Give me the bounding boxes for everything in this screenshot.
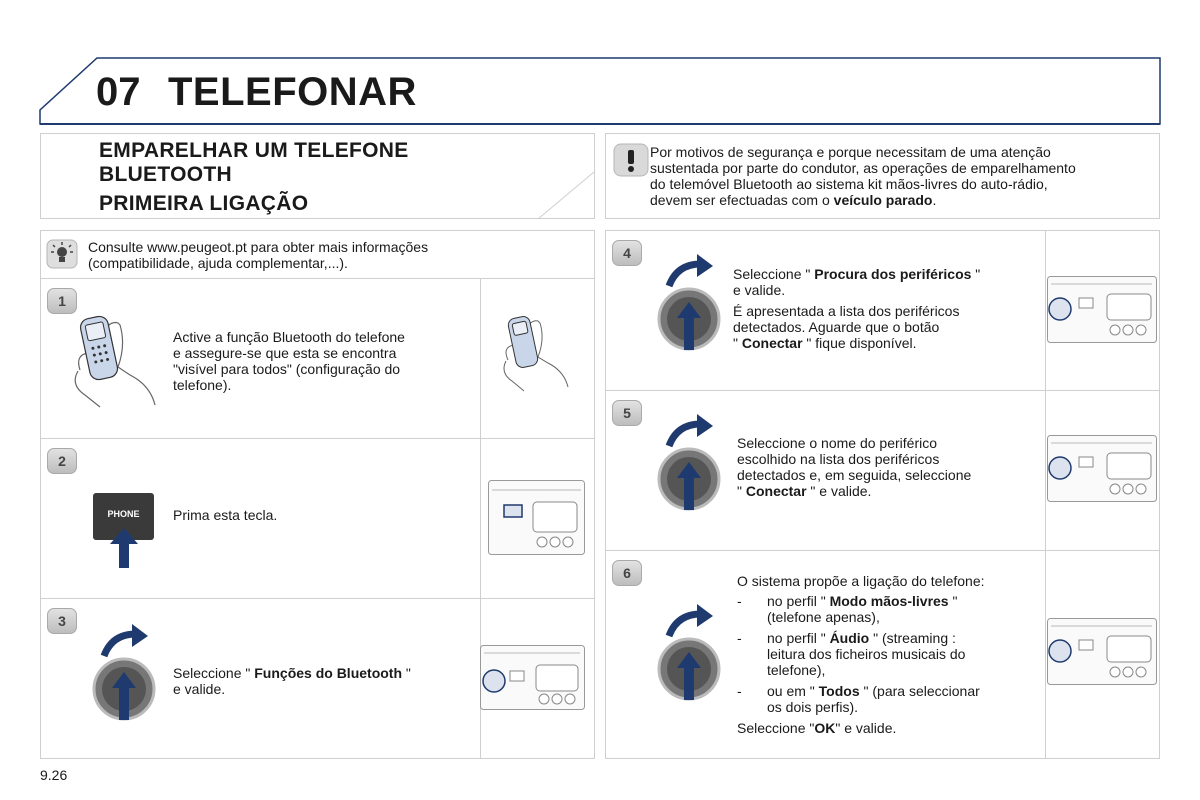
step4-separator (605, 390, 1160, 391)
radio-unit-phone-highlight (488, 480, 585, 555)
step-6-item1: no perfil " Modo mãos-livres " (767, 593, 958, 609)
chapter-title: TELEFONAR (168, 70, 417, 114)
step-4-line5: " Conectar " fique disponível. (733, 335, 917, 351)
rotary-knob-select-icon (657, 608, 727, 703)
step-6-badge: 6 (612, 560, 642, 586)
rotary-knob-select-icon (92, 628, 162, 723)
step-5-line1: Seleccione o nome do periférico (737, 435, 938, 451)
step-1-line1: Active a função Bluetooth do telefone (173, 329, 405, 345)
warning-line4: devem ser efectuadas com o veículo parado. (650, 192, 937, 208)
step-6-item1-line2: (telefone apenas), (767, 609, 880, 625)
step1-separator (40, 438, 595, 439)
step-1-badge: 1 (47, 288, 77, 314)
press-arrow-icon (108, 528, 140, 570)
step-4-badge: 4 (612, 240, 642, 266)
page-number: 9.26 (40, 767, 68, 783)
step-1-line4: telefone). (173, 377, 232, 393)
step-6-intro: O sistema propõe a ligação do telefone: (737, 573, 985, 589)
section-title-box (40, 133, 595, 219)
lightbulb-icon (47, 240, 77, 268)
info-line2: (compatibilidade, ajuda complementar,...). (88, 255, 348, 271)
step-5-line2: escolhido na lista dos periféricos (737, 451, 940, 467)
step-4-line2: e valide. (733, 282, 786, 298)
step-4-line4: detectados. Aguarde que o botão (733, 319, 940, 335)
step-4-line3: É apresentada a lista dos periféricos (733, 303, 960, 319)
step-5-line4: " Conectar " e valide. (737, 483, 872, 499)
radio-unit-knob-highlight (480, 645, 585, 710)
radio-unit-knob-highlight (1047, 276, 1157, 343)
step-1-line3: "visível para todos" (configuração do (173, 361, 401, 377)
small-phone-illustration (500, 315, 575, 395)
rotary-knob-select-icon (657, 418, 727, 513)
step-3-line2: e valide. (173, 681, 226, 697)
phone-key-label: PHONE (107, 509, 140, 519)
info-separator (40, 278, 595, 279)
step-1-line2: e assegure-se que esta se encontra (173, 345, 397, 361)
step-6-dash-3: - (737, 683, 742, 699)
step-6-item2-line2: leitura dos ficheiros musicais do (767, 646, 966, 662)
step-6-item2-line3: telefone), (767, 662, 826, 678)
section-title-line1: EMPARELHAR UM TELEFONE (99, 139, 409, 162)
step-6-item3: ou em " Todos " (para seleccionar (767, 683, 980, 699)
step-6-outro: Seleccione "OK" e valide. (737, 720, 897, 736)
warning-line1: Por motivos de segurança e porque necessitam de uma atenção (650, 144, 1051, 160)
step-2-badge: 2 (47, 448, 77, 474)
section-title-line3: PRIMEIRA LIGAÇÃO (99, 192, 309, 215)
step-5-badge: 5 (612, 400, 642, 426)
rotary-knob-select-icon (657, 258, 727, 353)
chapter-number: 07 (96, 70, 141, 114)
step-6-dash-1: - (737, 593, 742, 609)
hand-phone-illustration (70, 315, 160, 410)
warning-box (605, 133, 1160, 219)
step5-separator (605, 550, 1160, 551)
step-6-item2: no perfil " Áudio " (streaming : (767, 630, 956, 646)
step-3-line1: Seleccione " Funções do Bluetooth " (173, 665, 411, 681)
step-6-item3-line2: os dois perfis). (767, 699, 859, 715)
step2-separator (40, 598, 595, 599)
info-line1: Consulte www.peugeot.pt para obter mais informações (88, 239, 429, 255)
step-3-badge: 3 (47, 608, 77, 634)
step-5-line3: detectados e, em seguida, seleccione (737, 467, 972, 483)
step-4-line1: Seleccione " Procura dos periféricos " (733, 266, 981, 282)
radio-unit-knob-highlight (1047, 618, 1157, 685)
warning-line3: do telemóvel Bluetooth ao sistema kit mãos-livres do auto-rádio, (650, 176, 1048, 192)
step-2-text: Prima esta tecla. (173, 507, 278, 523)
exclamation-icon (614, 144, 648, 176)
right-column-divider (1045, 230, 1046, 759)
step-6-dash-2: - (737, 630, 742, 646)
warning-line2: sustentada por parte do condutor, as operações de emparelhamento (650, 160, 1076, 176)
radio-unit-knob-highlight (1047, 435, 1157, 502)
section-title-line2: BLUETOOTH (99, 163, 232, 186)
